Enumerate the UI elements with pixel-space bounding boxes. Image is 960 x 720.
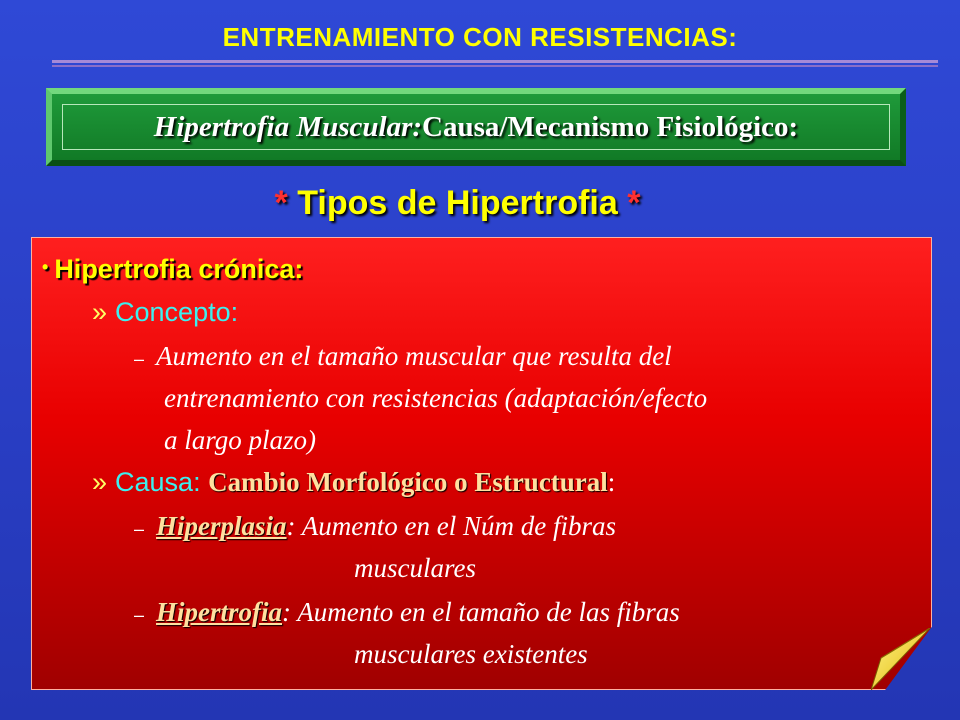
banner-italic-text: Hipertrofia Muscular: bbox=[153, 110, 423, 143]
hypertrophy-term: Hipertrofia bbox=[156, 597, 283, 627]
item2-dash: – bbox=[134, 605, 145, 625]
hyperplasia-term: Hiperplasia bbox=[156, 511, 287, 541]
hypertrophy-text: : Aumento en el tamaño de las fibras bbox=[282, 597, 680, 627]
hyperplasia-text: : Aumento en el Núm de fibras bbox=[286, 511, 616, 541]
bullet-dot: • bbox=[42, 257, 49, 277]
hypertrophy-row bbox=[134, 597, 680, 628]
hyperplasia-continuation: musculares bbox=[354, 553, 476, 583]
concept-dash: – bbox=[134, 349, 145, 369]
page-curl-icon bbox=[871, 628, 931, 690]
cause-detail: Cambio Morfológico o Estructural bbox=[208, 467, 608, 497]
section-banner-text bbox=[62, 104, 890, 150]
concept-label: Concepto: bbox=[115, 297, 239, 327]
subtitle bbox=[0, 184, 915, 223]
concept-line-3: a largo plazo) bbox=[164, 425, 317, 455]
slide-title: ENTRENAMIENTO CON RESISTENCIAS: bbox=[222, 22, 738, 52]
star-left: * bbox=[274, 184, 288, 222]
title-underline bbox=[52, 60, 938, 63]
hyperplasia-row bbox=[134, 511, 616, 542]
subtitle-text: Tipos de Hipertrofia bbox=[297, 184, 618, 222]
bullet-heading bbox=[42, 254, 303, 285]
concept-text-1: Aumento en el tamaño muscular que resulta del bbox=[156, 341, 672, 371]
section-banner bbox=[46, 88, 906, 166]
concept-line-2: entrenamiento con resistencias (adaptación/efecto bbox=[164, 383, 708, 413]
cause-row bbox=[92, 467, 615, 498]
concept-marker: » bbox=[92, 297, 108, 327]
concept-line-1 bbox=[134, 341, 672, 372]
concept-row bbox=[92, 297, 238, 328]
hypertrophy-continuation: musculares existentes bbox=[354, 639, 588, 669]
cause-label: Causa: bbox=[115, 467, 201, 497]
title-underline-secondary bbox=[52, 65, 938, 67]
star-right: * bbox=[627, 184, 641, 222]
banner-normal-text: Causa/Mecanismo Fisiológico: bbox=[422, 110, 799, 143]
cause-marker: » bbox=[92, 467, 108, 497]
cause-colon: : bbox=[607, 467, 616, 497]
item1-dash: – bbox=[134, 519, 145, 539]
heading-text: Hipertrofia crónica: bbox=[54, 254, 304, 284]
